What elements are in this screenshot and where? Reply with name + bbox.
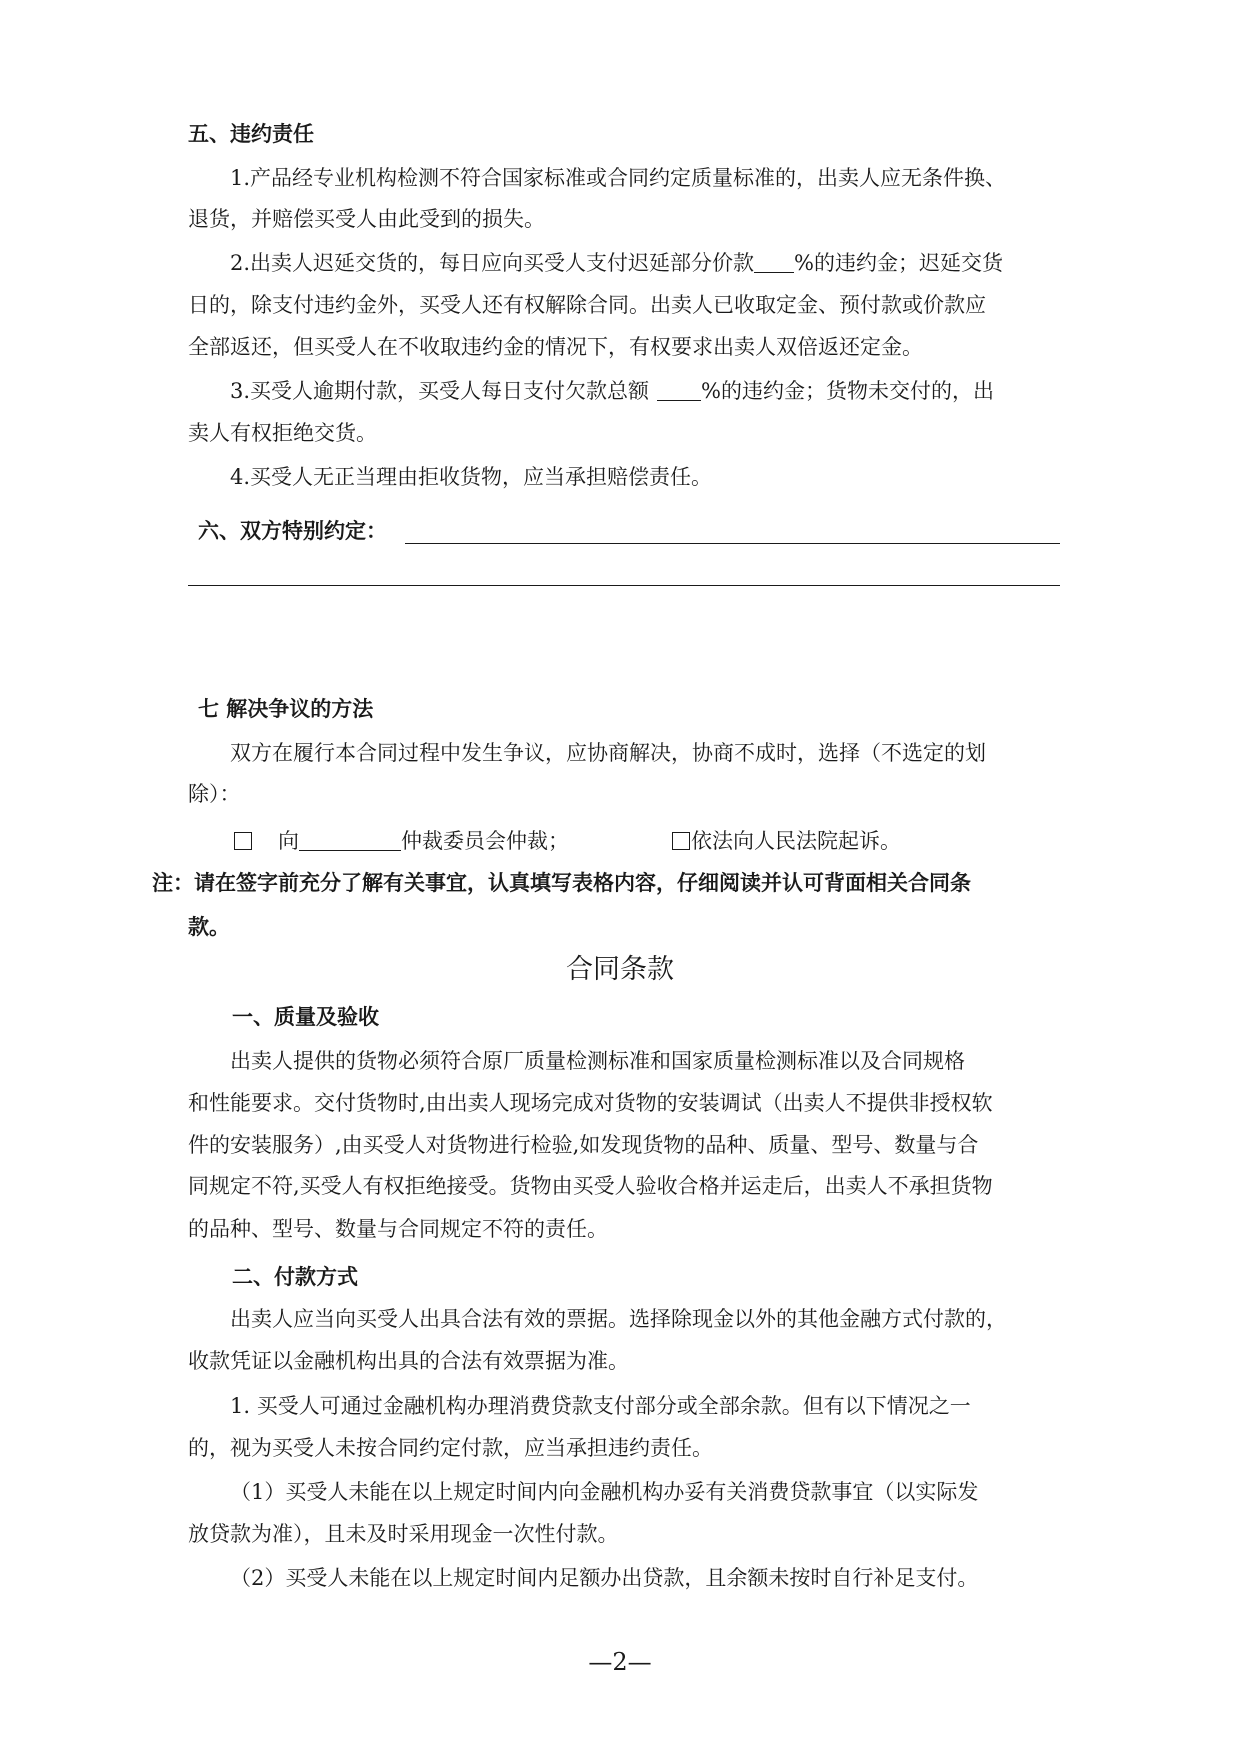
terms-section-2-title: 二、付款方式: [232, 1265, 358, 1289]
section-breach-title: 五、违约责任: [188, 122, 314, 146]
dispute-option-court: [672, 825, 972, 857]
section-special-label: 六、双方特别约定：: [198, 519, 387, 543]
court-label: 依法向人民法院起诉。: [691, 829, 901, 853]
penalty-rate-blank[interactable]: [754, 250, 794, 273]
breach-clause-3-line-1: [230, 375, 1060, 407]
notice-line-2: 款。: [188, 915, 230, 939]
terms-s2-item-1-line-2: 的，视为买受人未按合同约定付款，应当承担违约责任。: [188, 1436, 713, 1460]
breach-clause-1-line-2: 退货，并赔偿买受人由此受到的损失。: [188, 207, 545, 231]
contract-terms-title: 合同条款: [566, 954, 674, 985]
terms-section-1-title: 一、质量及验收: [232, 1005, 379, 1029]
court-checkbox[interactable]: [672, 832, 690, 850]
arbitration-label: 仲裁委员会仲裁；: [401, 829, 569, 853]
breach-clause-4: 4.买受人无正当理由拒收货物，应当承担赔偿责任。: [230, 465, 713, 489]
terms-s2-item-2-line-1: （1）买受人未能在以上规定时间内向金融机构办妥有关消费贷款事宜（以实际发: [230, 1480, 979, 1504]
arbitration-to-label: 向: [278, 829, 299, 853]
breach-clause-3-text-b: %的违约金；货物未交付的，出: [701, 379, 994, 403]
page-number: —2—: [588, 1648, 652, 1676]
dispute-paragraph-line-2: 除）：: [188, 782, 241, 806]
section-dispute-title: 七 解决争议的方法: [198, 697, 374, 721]
breach-clause-3-text-a: 3.买受人逾期付款，买受人每日支付欠款总额: [230, 379, 650, 403]
breach-clause-2-line-1: [230, 247, 1060, 279]
terms-s1-line-2: 和性能要求。交付货物时,由出卖人现场完成对货物的安装调试（出卖人不提供非授权软: [188, 1091, 993, 1115]
breach-clause-2-text-b: %的违约金；迟延交货: [794, 251, 1004, 275]
arbitration-committee-blank[interactable]: [299, 828, 401, 851]
breach-clause-2-line-3: 全部返还，但买受人在不收取违约金的情况下，有权要求出卖人双倍返还定金。: [188, 335, 923, 359]
arbitration-checkbox[interactable]: [234, 832, 252, 850]
breach-clause-2-text-a: 2.出卖人迟延交货的，每日应向买受人支付迟延部分价款: [230, 251, 755, 275]
terms-s1-line-4: 同规定不符,买受人有权拒绝接受。货物由买受人验收合格并运走后，出卖人不承担货物: [188, 1174, 993, 1198]
notice-line-1: 注：请在签字前充分了解有关事宜，认真填写表格内容，仔细阅读并认可背面相关合同条: [152, 871, 971, 895]
breach-clause-3-line-2: 卖人有权拒绝交货。: [188, 421, 377, 445]
terms-s2-item-2-line-2: 放贷款为准），且未及时采用现金一次性付款。: [188, 1522, 619, 1546]
terms-s1-line-3: 件的安装服务）,由买受人对货物进行检验,如发现货物的品种、质量、型号、数量与合: [188, 1133, 979, 1157]
breach-clause-2-line-2: 日的，除支付违约金外，买受人还有权解除合同。出卖人已收取定金、预付款或价款应: [188, 293, 986, 317]
special-agreement-line-2[interactable]: [188, 585, 1060, 586]
terms-s2-line-2: 收款凭证以金融机构出具的合法有效票据为准。: [188, 1349, 629, 1373]
terms-s2-item-3: （2）买受人未能在以上规定时间内足额办出贷款，且余额未按时自行补足支付。: [230, 1566, 979, 1590]
dispute-paragraph-line-1: 双方在履行本合同过程中发生争议，应协商解决，协商不成时，选择（不选定的划: [230, 741, 986, 765]
special-agreement-line-1[interactable]: [405, 543, 1060, 544]
dispute-option-arbitration: [234, 825, 614, 857]
terms-s2-item-1-line-1: 1. 买受人可通过金融机构办理消费贷款支付部分或全部余款。但有以下情况之一: [230, 1394, 971, 1418]
breach-clause-1-line-1: 1.产品经专业机构检测不符合国家标准或合同约定质量标准的，出卖人应无条件换、: [230, 166, 1007, 190]
overdue-rate-blank[interactable]: [657, 378, 701, 401]
terms-s1-line-1: 出卖人提供的货物必须符合原厂质量检测标准和国家质量检测标准以及合同规格: [230, 1049, 965, 1073]
terms-s1-line-5: 的品种、型号、数量与合同规定不符的责任。: [188, 1217, 608, 1241]
terms-s2-line-1: 出卖人应当向买受人出具合法有效的票据。选择除现金以外的其他金融方式付款的，: [230, 1307, 1007, 1331]
